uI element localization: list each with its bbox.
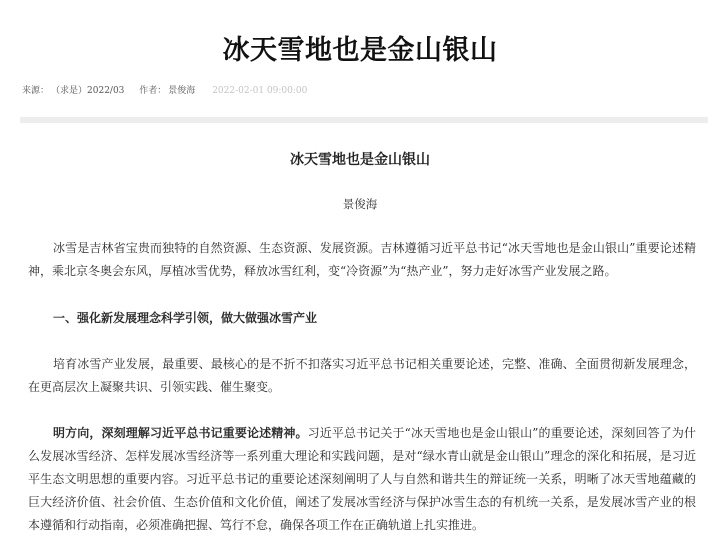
header-divider [20, 117, 708, 123]
article-author: 景俊海 [342, 197, 378, 211]
paragraph-intro: 冰雪是吉林省宝贵而独特的自然资源、生态资源、发展资源。吉林遵循习近平总书记“冰天雪地也是金山银山”重要论述精神，乘北京冬奥会东风，厚植冰雪优势，释放冰雪红利，变“冷资源”为“热产业”，努力走好冰雪产业发展之路。 [28, 241, 696, 278]
publish-date: 2022-02-01 09:00:00 [212, 86, 308, 96]
paragraph-text: 习近平总书记关于“冰天雪地也是金山银山”的重要论述，深刻回答了为什么发展冰雪经济、怎样发展冰雪经济等一系列重大理论和实践问题，是对“绿水青山就是金山银山”理念的深化和拓展，是习近平生态文明思想的重要内容。习近平总书记的重要论述深刻阐明了人与自然和谐共生的辩证统一关系，明晰了冰天雪地蕴藏的巨大经济价值、社会价值、生态价值和文化价值，阐述了发展冰雪经济与保护冰雪生态的有机统一关系，是发展冰雪产业的根本遵循和行动指南，必须准确把握、笃行不怠，确保各项工作在正确轨道上扎实推进。 [28, 426, 696, 532]
paragraph-body: 培育冰雪产业发展，最重要、最核心的是不折不扣落实习近平总书记相关重要论述，完整、准确、全面贯彻新发展理念，在更高层次上凝聚共识、引领实践、催生聚变。 [28, 357, 696, 394]
article-title: 冰天雪地也是金山银山 [290, 152, 430, 168]
paragraph-lead: 明方向，深刻理解习近平总书记重要论述精神。 [53, 426, 308, 440]
article-meta [22, 83, 307, 96]
author-value: 景俊海 [168, 86, 196, 96]
source-label: 来源： [22, 86, 50, 96]
paragraph-body [28, 422, 696, 537]
section-heading: 一、强化新发展理念科学引领，做大做强冰雪产业 [53, 311, 318, 325]
page-title: 冰天雪地也是金山银山 [222, 35, 498, 66]
author-label: 作者： [139, 86, 167, 96]
source-value: （求是）2022/03 [51, 86, 125, 96]
